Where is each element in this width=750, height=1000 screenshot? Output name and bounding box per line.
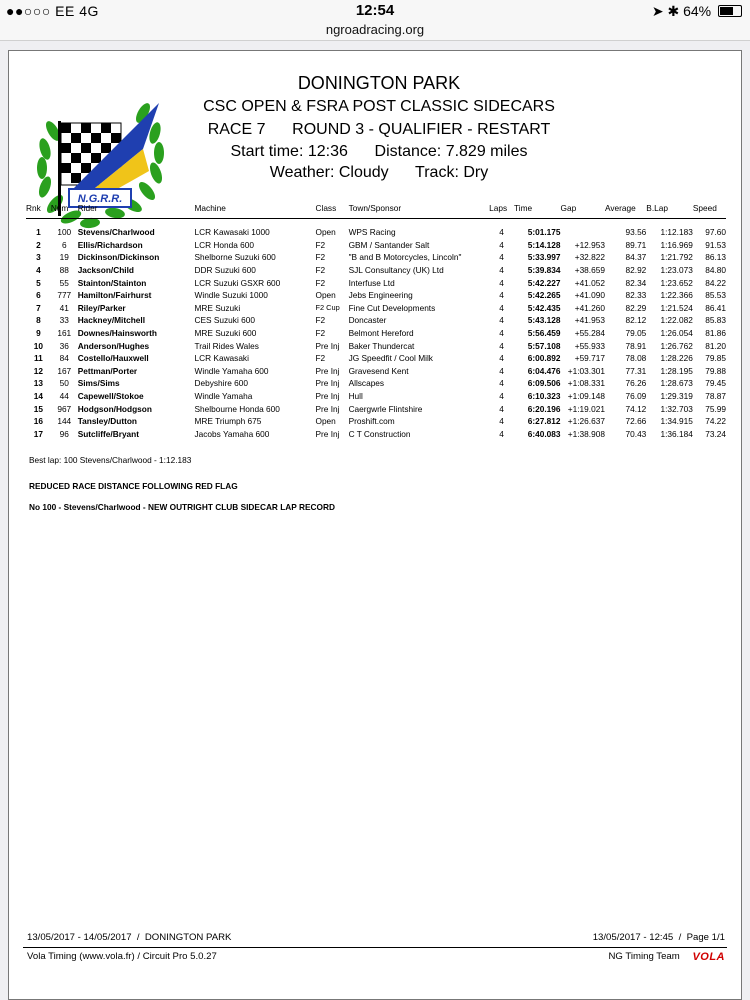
cell-speed: 75.99 bbox=[705, 403, 726, 414]
cell-class: F2 Cup bbox=[315, 303, 340, 313]
cell-class: Open bbox=[315, 416, 336, 427]
cell-gap: +41.052 bbox=[574, 277, 605, 288]
cell-time: 6:20.196 bbox=[527, 403, 561, 414]
table-row bbox=[26, 377, 726, 390]
cell-rider: Sims/Sims bbox=[77, 378, 120, 389]
cell-average: 78.08 bbox=[625, 353, 647, 364]
cell-machine: Windle Suzuki 1000 bbox=[194, 290, 268, 301]
cell-best-lap: 1:26.054 bbox=[660, 328, 693, 339]
cell-rank: 6 bbox=[36, 290, 41, 301]
status-bar bbox=[0, 0, 750, 22]
col-header-sponsor: Town/Sponsor bbox=[349, 201, 490, 219]
col-header-time: Time bbox=[514, 201, 561, 219]
cell-time: 5:33.997 bbox=[527, 252, 561, 263]
cell-class: Open bbox=[315, 227, 336, 238]
table-row bbox=[26, 226, 726, 239]
cell-laps: 4 bbox=[499, 403, 504, 414]
cell-class: F2 bbox=[315, 315, 326, 326]
cell-speed: 97.60 bbox=[705, 227, 726, 238]
cell-time: 5:42.265 bbox=[527, 290, 561, 301]
cell-best-lap: 1:23.652 bbox=[660, 277, 693, 288]
cell-machine: Shelborne Suzuki 600 bbox=[194, 252, 276, 263]
cell-class: F2 bbox=[315, 353, 326, 364]
cell-gap: +41.953 bbox=[574, 315, 605, 326]
cell-best-lap: 1:32.703 bbox=[660, 403, 693, 414]
cell-machine: MRE Triumph 675 bbox=[194, 416, 262, 427]
table-row bbox=[26, 428, 726, 441]
cell-sponsor: SJL Consultancy (UK) Ltd bbox=[348, 265, 444, 276]
cell-rank: 2 bbox=[36, 239, 41, 250]
results-document bbox=[8, 50, 742, 1000]
weather-track: Weather: Cloudy Track: Dry bbox=[269, 164, 489, 181]
cell-average: 82.33 bbox=[625, 290, 647, 301]
cell-class: Pre Inj bbox=[315, 378, 340, 389]
cell-speed: 78.87 bbox=[705, 391, 726, 402]
cell-time: 5:14.128 bbox=[527, 239, 561, 250]
cell-machine: MRE Suzuki bbox=[194, 302, 241, 313]
cell-gap: +1:19.021 bbox=[567, 403, 605, 414]
cell-laps: 4 bbox=[499, 353, 504, 364]
cell-machine: LCR Honda 600 bbox=[194, 239, 255, 250]
cell-average: 82.92 bbox=[625, 265, 647, 276]
table-row bbox=[26, 314, 726, 327]
cell-gap: +1:26.637 bbox=[567, 416, 605, 427]
table-row bbox=[26, 390, 726, 403]
vola-logo: VOLA bbox=[692, 951, 725, 963]
col-header-rank: Rnk bbox=[26, 201, 51, 219]
cell-rider: Hackney/Mitchell bbox=[77, 315, 146, 326]
cell-rider: Pettman/Porter bbox=[77, 365, 138, 376]
cell-sponsor: Hull bbox=[348, 391, 363, 402]
cell-rider: Hodgson/Hodgson bbox=[77, 403, 152, 414]
cell-machine: DDR Suzuki 600 bbox=[194, 265, 256, 276]
cell-machine: Debyshire 600 bbox=[194, 378, 249, 389]
cell-number: 50 bbox=[59, 378, 69, 389]
cell-machine: Jacobs Yamaha 600 bbox=[194, 428, 270, 439]
cell-rider: Tansley/Dutton bbox=[77, 416, 137, 427]
cell-average: 76.26 bbox=[625, 378, 647, 389]
col-header-rider: Rider bbox=[78, 201, 195, 219]
cell-sponsor: GBM / Santander Salt bbox=[348, 239, 430, 250]
cell-number: 96 bbox=[59, 428, 69, 439]
cell-rank: 13 bbox=[33, 378, 44, 389]
cell-number: 777 bbox=[57, 290, 72, 301]
best-lap: Best lap: 100 Stevens/Charlwood - 1:12.183 bbox=[29, 455, 192, 465]
cell-rider: Sutcliffe/Bryant bbox=[77, 428, 140, 439]
lap-record-note: No 100 - Stevens/Charlwood - NEW OUTRIGHT CLUB SIDECAR LAP RECORD bbox=[29, 502, 335, 512]
cell-sponsor: Gravesend Kent bbox=[348, 365, 409, 376]
cell-machine: Shelbourne Honda 600 bbox=[194, 403, 280, 414]
cell-average: 78.91 bbox=[625, 340, 647, 351]
cell-machine: Windle Yamaha 600 bbox=[194, 365, 269, 376]
cell-number: 55 bbox=[59, 277, 69, 288]
cell-laps: 4 bbox=[499, 290, 504, 301]
cell-time: 6:00.892 bbox=[527, 353, 561, 364]
cell-sponsor: Belmont Hereford bbox=[348, 328, 414, 339]
cell-gap: +32.822 bbox=[574, 252, 605, 263]
cell-laps: 4 bbox=[499, 378, 504, 389]
cell-best-lap: 1:36.184 bbox=[660, 428, 693, 439]
location-icon: ➤ bbox=[651, 3, 664, 19]
table-row bbox=[26, 276, 726, 289]
footer-printed: 13/05/2017 - 12:45 / Page 1/1 bbox=[592, 932, 725, 943]
cell-gap: +41.090 bbox=[574, 290, 605, 301]
cell-laps: 4 bbox=[499, 239, 504, 250]
cell-time: 5:39.834 bbox=[527, 265, 561, 276]
cell-gap: +1:08.331 bbox=[567, 378, 605, 389]
cell-laps: 4 bbox=[499, 416, 504, 427]
cell-time: 6:40.083 bbox=[527, 428, 561, 439]
cell-machine: LCR Kawasaki 1000 bbox=[194, 227, 270, 238]
venue-title: DONINGTON PARK bbox=[297, 73, 461, 93]
cell-time: 5:56.459 bbox=[527, 328, 561, 339]
series-title: CSC OPEN & FSRA POST CLASSIC SIDECARS bbox=[203, 98, 555, 115]
cell-speed: 86.41 bbox=[705, 302, 726, 313]
cell-number: 88 bbox=[59, 265, 69, 276]
cell-rider: Jackson/Child bbox=[77, 265, 134, 276]
clock: 12:54 bbox=[355, 2, 395, 19]
table-body bbox=[26, 219, 726, 441]
cell-sponsor: WPS Racing bbox=[348, 227, 396, 238]
cell-machine: CES Suzuki 600 bbox=[194, 315, 255, 326]
cell-speed: 81.86 bbox=[705, 328, 726, 339]
footer-team bbox=[609, 951, 726, 963]
cell-rank: 1 bbox=[36, 227, 41, 238]
cell-average: 79.05 bbox=[625, 328, 647, 339]
table-header bbox=[26, 201, 726, 219]
cell-machine: LCR Kawasaki bbox=[194, 353, 249, 364]
cell-speed: 79.45 bbox=[705, 378, 726, 389]
cell-rank: 3 bbox=[36, 252, 41, 263]
cell-rider: Capewell/Stokoe bbox=[77, 391, 144, 402]
footer-dates: 13/05/2017 - 14/05/2017 / DONINGTON PARK bbox=[27, 932, 232, 943]
cell-laps: 4 bbox=[499, 315, 504, 326]
cell-best-lap: 1:22.082 bbox=[660, 315, 693, 326]
address-bar[interactable]: ngroadracing.org bbox=[0, 22, 750, 41]
cell-rank: 8 bbox=[36, 315, 41, 326]
cell-sponsor: C T Construction bbox=[348, 428, 411, 439]
cell-best-lap: 1:21.524 bbox=[660, 302, 693, 313]
cell-laps: 4 bbox=[499, 252, 504, 263]
col-header-number: Num bbox=[51, 201, 78, 219]
cell-best-lap: 1:23.073 bbox=[660, 265, 693, 276]
cell-class: Pre Inj bbox=[315, 365, 340, 376]
cell-rank: 4 bbox=[36, 265, 41, 276]
cell-rider: Hamilton/Fairhurst bbox=[77, 290, 152, 301]
cell-laps: 4 bbox=[499, 391, 504, 402]
cell-class: Pre Inj bbox=[315, 403, 340, 414]
cell-sponsor: Caergwrle Flintshire bbox=[348, 403, 423, 414]
cell-sponsor: Doncaster bbox=[348, 315, 387, 326]
results-table bbox=[26, 201, 726, 440]
cell-rider: Anderson/Hughes bbox=[77, 340, 150, 351]
cell-speed: 84.80 bbox=[705, 265, 726, 276]
cell-speed: 81.20 bbox=[705, 340, 726, 351]
table-row bbox=[26, 415, 726, 428]
cell-average: 82.12 bbox=[625, 315, 647, 326]
cell-sponsor: "B and B Motorcycles, Lincoln" bbox=[348, 252, 462, 263]
cell-time: 5:42.227 bbox=[527, 277, 561, 288]
cell-gap: +1:03.301 bbox=[567, 365, 605, 376]
cell-rider: Riley/Parker bbox=[77, 302, 126, 313]
cell-rider: Dickinson/Dickinson bbox=[77, 252, 160, 263]
cell-machine: Trail Rides Wales bbox=[194, 340, 259, 351]
cell-rank: 9 bbox=[36, 328, 41, 339]
cell-average: 76.09 bbox=[625, 391, 647, 402]
cell-time: 5:43.128 bbox=[527, 315, 561, 326]
battery-icon bbox=[718, 5, 742, 17]
cell-average: 82.34 bbox=[625, 277, 647, 288]
cell-sponsor: Allscapes bbox=[348, 378, 385, 389]
cell-rank: 11 bbox=[34, 353, 43, 364]
cell-best-lap: 1:26.762 bbox=[660, 340, 693, 351]
cell-rider: Costello/Hauxwell bbox=[77, 353, 149, 364]
col-header-best-lap: B.Lap bbox=[646, 201, 693, 219]
cell-rider: Downes/Hainsworth bbox=[77, 328, 157, 339]
carrier-signal: ●●○○○ EE 4G bbox=[6, 3, 99, 19]
cell-rank: 7 bbox=[36, 302, 41, 313]
cell-gap: +1:09.148 bbox=[567, 391, 605, 402]
cell-gap: +55.933 bbox=[574, 340, 605, 351]
footer-divider bbox=[23, 947, 727, 948]
cell-average: 93.56 bbox=[625, 227, 647, 238]
cell-rank: 10 bbox=[33, 340, 44, 351]
cell-best-lap: 1:28.673 bbox=[660, 378, 693, 389]
table-row bbox=[26, 239, 726, 252]
start-distance: Start time: 12:36 Distance: 7.829 miles bbox=[230, 143, 528, 160]
cell-time: 6:27.812 bbox=[527, 416, 561, 427]
table-row bbox=[26, 352, 726, 365]
red-flag-note: REDUCED RACE DISTANCE FOLLOWING RED FLAG bbox=[29, 481, 238, 491]
cell-best-lap: 1:28.226 bbox=[660, 353, 693, 364]
cell-speed: 86.13 bbox=[705, 252, 726, 263]
cell-number: 41 bbox=[59, 302, 69, 313]
cell-gap: +55.284 bbox=[574, 328, 605, 339]
cell-machine: Windle Yamaha bbox=[194, 391, 253, 402]
cell-class: Open bbox=[315, 290, 336, 301]
cell-time: 5:57.108 bbox=[527, 340, 561, 351]
cell-gap bbox=[561, 226, 605, 239]
cell-speed: 84.22 bbox=[705, 277, 726, 288]
cell-time: 5:42.435 bbox=[527, 302, 561, 313]
cell-laps: 4 bbox=[499, 428, 504, 439]
cell-number: 144 bbox=[57, 416, 72, 427]
cell-best-lap: 1:28.195 bbox=[660, 365, 693, 376]
cell-laps: 4 bbox=[499, 265, 504, 276]
cell-best-lap: 1:21.792 bbox=[660, 252, 693, 263]
cell-number: 967 bbox=[57, 403, 72, 414]
table-row bbox=[26, 302, 726, 315]
cell-time: 6:09.506 bbox=[527, 378, 561, 389]
cell-speed: 74.22 bbox=[705, 416, 726, 427]
cell-number: 44 bbox=[59, 391, 69, 402]
cell-sponsor: Jebs Engineering bbox=[348, 290, 413, 301]
cell-average: 89.71 bbox=[625, 239, 647, 250]
timing-team: NG Timing Team bbox=[608, 951, 680, 962]
cell-sponsor: JG Speedfit / Cool Milk bbox=[348, 353, 433, 364]
cell-gap: +12.953 bbox=[574, 239, 605, 250]
cell-rank: 12 bbox=[33, 365, 44, 376]
cell-class: F2 bbox=[315, 239, 326, 250]
cell-best-lap: 1:12.183 bbox=[660, 227, 693, 238]
cell-sponsor: Baker Thundercat bbox=[348, 340, 415, 351]
cell-best-lap: 1:34.915 bbox=[660, 416, 693, 427]
table-row bbox=[26, 251, 726, 264]
cell-number: 167 bbox=[57, 365, 72, 376]
battery-percent: 64% bbox=[683, 3, 712, 19]
cell-number: 19 bbox=[59, 252, 69, 263]
col-header-average: Average bbox=[605, 201, 646, 219]
cell-speed: 85.83 bbox=[705, 315, 726, 326]
cell-class: Pre Inj bbox=[315, 391, 340, 402]
cell-time: 6:04.476 bbox=[527, 365, 561, 376]
table-row bbox=[26, 289, 726, 302]
cell-rank: 15 bbox=[33, 403, 44, 414]
col-header-laps: Laps bbox=[489, 201, 514, 219]
cell-average: 74.12 bbox=[625, 403, 647, 414]
cell-number: 161 bbox=[57, 328, 72, 339]
cell-speed: 73.24 bbox=[705, 428, 726, 439]
cell-gap: +38.659 bbox=[574, 265, 605, 276]
col-header-speed: Speed bbox=[693, 201, 726, 219]
cell-laps: 4 bbox=[499, 365, 504, 376]
bluetooth-icon: ✱ bbox=[667, 3, 680, 19]
race-title: RACE 7 ROUND 3 - QUALIFIER - RESTART bbox=[207, 121, 551, 138]
table-row bbox=[26, 365, 726, 378]
cell-average: 70.43 bbox=[625, 428, 647, 439]
cell-best-lap: 1:22.366 bbox=[660, 290, 693, 301]
cell-number: 33 bbox=[59, 315, 69, 326]
table-row bbox=[26, 264, 726, 277]
cell-laps: 4 bbox=[499, 340, 504, 351]
cell-average: 77.31 bbox=[625, 365, 647, 376]
cell-average: 84.37 bbox=[625, 252, 647, 263]
cell-speed: 85.53 bbox=[705, 290, 726, 301]
cell-best-lap: 1:16.969 bbox=[660, 239, 693, 250]
cell-rider: Stainton/Stainton bbox=[77, 277, 147, 288]
cell-class: F2 bbox=[315, 277, 326, 288]
cell-number: 84 bbox=[59, 353, 69, 364]
cell-gap: +1:38.908 bbox=[567, 428, 605, 439]
cell-rank: 5 bbox=[36, 277, 41, 288]
cell-machine: LCR Suzuki GSXR 600 bbox=[194, 277, 281, 288]
table-spacer bbox=[26, 219, 726, 227]
cell-gap: +59.717 bbox=[574, 353, 605, 364]
cell-class: Pre Inj bbox=[315, 428, 340, 439]
cell-rider: Ellis/Richardson bbox=[77, 239, 143, 250]
cell-laps: 4 bbox=[499, 227, 504, 238]
table-row bbox=[26, 339, 726, 352]
cell-gap: +41.260 bbox=[574, 302, 605, 313]
cell-number: 36 bbox=[59, 340, 69, 351]
cell-speed: 91.53 bbox=[705, 239, 726, 250]
cell-laps: 4 bbox=[499, 277, 504, 288]
cell-rank: 16 bbox=[33, 416, 44, 427]
cell-speed: 79.88 bbox=[705, 365, 726, 376]
cell-laps: 4 bbox=[499, 302, 504, 313]
cell-average: 72.66 bbox=[625, 416, 647, 427]
cell-class: F2 bbox=[315, 328, 326, 339]
cell-number: 100 bbox=[57, 227, 72, 238]
cell-class: F2 bbox=[315, 265, 326, 276]
cell-rider: Stevens/Charlwood bbox=[77, 227, 155, 238]
status-right bbox=[652, 3, 742, 20]
table-row bbox=[26, 327, 726, 340]
cell-average: 82.29 bbox=[625, 302, 647, 313]
cell-best-lap: 1:29.319 bbox=[660, 391, 693, 402]
col-header-gap: Gap bbox=[561, 201, 605, 219]
cell-class: Pre Inj bbox=[315, 340, 340, 351]
cell-laps: 4 bbox=[499, 328, 504, 339]
table-row bbox=[26, 402, 726, 415]
col-header-class: Class bbox=[315, 201, 348, 219]
cell-time: 5:01.175 bbox=[527, 227, 561, 238]
cell-rank: 17 bbox=[33, 428, 44, 439]
cell-class: F2 bbox=[315, 252, 326, 263]
cell-sponsor: Fine Cut Developments bbox=[348, 302, 436, 313]
logo-text: N.G.R.R. bbox=[77, 193, 123, 205]
cell-time: 6:10.323 bbox=[527, 391, 561, 402]
cell-speed: 79.85 bbox=[705, 353, 726, 364]
col-header-machine: Machine bbox=[195, 201, 316, 219]
cell-sponsor: Interfuse Ltd bbox=[348, 277, 395, 288]
cell-machine: MRE Suzuki 600 bbox=[194, 328, 257, 339]
cell-rank: 14 bbox=[33, 391, 44, 402]
footer-software: Vola Timing (www.vola.fr) / Circuit Pro 5.0.27 bbox=[27, 951, 217, 962]
cell-sponsor: Proshift.com bbox=[348, 416, 395, 427]
cell-number: 6 bbox=[61, 239, 67, 250]
